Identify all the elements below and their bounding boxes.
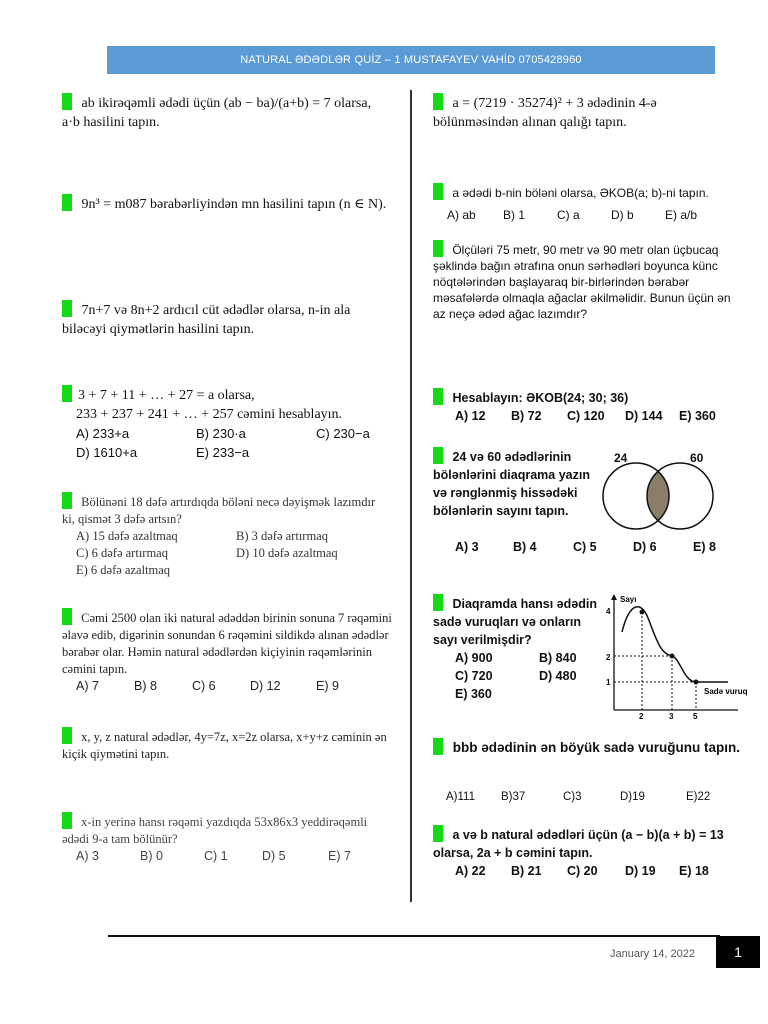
option-c: C) 5	[573, 540, 597, 554]
green-marker	[62, 300, 72, 317]
option-b: B) 21	[511, 864, 542, 878]
right-question-7-options	[446, 788, 746, 807]
option-e: E) 360	[455, 687, 492, 701]
question-text: Diaqramda hansı ədədin sadə vuruqları və onların sayı verilmişdir?	[433, 597, 597, 647]
curve	[622, 607, 728, 682]
option-e: E)22	[686, 791, 711, 803]
quiz-title-banner: NATURAL ƏDƏDLƏR QUİZ – 1 MUSTAFAYEV VAHİD 0705428960	[107, 46, 715, 74]
question-text: 24 və 60 ədədlərinin bölənlərini diaqrama yazın və rənglənmiş hissədəki bölənlərin sayını tapın.	[433, 450, 590, 518]
option-c: C) 120	[567, 409, 605, 423]
y-axis-arrow	[611, 594, 617, 600]
left-question-2	[62, 194, 392, 214]
right-question-2	[433, 183, 733, 223]
green-marker	[62, 194, 72, 211]
column-divider	[410, 90, 412, 902]
option-b: B) 8	[134, 679, 157, 693]
right-question-4	[433, 388, 743, 425]
green-marker	[62, 93, 72, 110]
question-line-2: 233 + 237 + 241 + … + 257 cəmini hesablayın.	[76, 407, 343, 422]
question-text: a və b natural ədədləri üçün (a − b)(a + b) = 13 olarsa, 2a + b cəmini tapın.	[433, 828, 724, 860]
answer-options	[446, 788, 746, 807]
answer-options	[433, 862, 733, 880]
answer-options	[433, 407, 743, 425]
option-e: E) 8	[693, 540, 716, 554]
green-marker	[62, 608, 72, 625]
green-marker	[62, 385, 72, 402]
left-question-6	[62, 608, 397, 695]
answer-options	[433, 207, 733, 223]
question-text: x, y, z natural ədədlər, 4y=7z, x=2z olarsa, x+y+z cəminin ən kiçik qiymətini tapın.	[62, 730, 387, 761]
option-c: C) 1	[204, 849, 228, 863]
option-e: E) 233−a	[196, 445, 250, 460]
option-d: D) 1610+a	[76, 445, 138, 460]
venn-label-right: 60	[690, 451, 704, 465]
option-c: C) 6 dəfə artırmaq	[76, 546, 168, 560]
left-question-4	[62, 385, 397, 462]
left-question-8	[62, 812, 392, 865]
answer-options	[62, 848, 392, 865]
right-question-8	[433, 825, 733, 880]
x-tick-2: 2	[639, 712, 644, 721]
question-text: 7n+7 və 8n+2 ardıcıl cüt ədədlər olarsa, n-in ala biləcəyi qiymətlərin hasilini tapın.	[62, 303, 351, 337]
option-b: B) 230·a	[196, 426, 246, 441]
footer-rule	[108, 935, 720, 937]
option-a: A) ab	[447, 208, 476, 222]
question-text: bbb ədədinin ən böyük sadə vuruğunu tapın.	[452, 740, 741, 755]
question-text: ab ikirəqəmli ədədi üçün (ab − ba)/(a+b) = 7 olarsa, a·b hasilini tapın.	[62, 96, 372, 130]
option-b: B) 4	[513, 540, 537, 554]
answer-options	[62, 678, 397, 695]
option-b: B) 0	[140, 849, 163, 863]
question-text: a ədədi b-nin böləni olarsa, ƏKOB(a; b)-ni tapın.	[452, 186, 709, 200]
point-5	[694, 680, 699, 685]
option-c: C) 230−a	[316, 426, 370, 441]
question-text: x-in yerinə hansı rəqəmi yazdıqda 53x86x3 yeddirəqəmli ədədi 9-a tam bölünür?	[62, 815, 368, 846]
footer-date: January 14, 2022	[610, 948, 696, 960]
answer-options	[62, 528, 382, 579]
left-question-3	[62, 300, 392, 339]
green-marker	[433, 825, 443, 842]
right-question-3	[433, 240, 733, 322]
option-d: D) 480	[539, 669, 577, 683]
option-e: E) 9	[316, 679, 339, 693]
option-e: E) a/b	[665, 208, 698, 222]
question-text: Ölçüləri 75 metr, 90 metr və 90 metr olan üçbucaq şəklində bağın ətrafına onun sərhədləri boyunca künc nöqtələrindən başlayaraq bir-birlərindən bərabər məsafələrdə olmaqla ağaclar əkilməlidir. Bunun üçün ən az neçə ədəd ağac lazımdır?	[433, 243, 731, 321]
option-a: A) 22	[455, 864, 486, 878]
option-c: C) 20	[567, 864, 598, 878]
option-b: B) 840	[539, 651, 577, 665]
left-question-7	[62, 727, 392, 763]
x-tick-5: 5	[693, 712, 698, 721]
right-question-1	[433, 93, 733, 132]
green-marker	[433, 183, 443, 200]
option-e: E) 360	[679, 409, 716, 423]
option-b: B) 3 dəfə artırmaq	[236, 529, 328, 543]
option-d: D) 144	[625, 409, 663, 423]
option-d: D) 10 dəfə azaltmaq	[236, 546, 338, 560]
question-text: Hesablayın: ƏKOB(24; 30; 36)	[452, 391, 629, 405]
green-marker	[433, 388, 443, 405]
question-text: 9n³ = m087 bərabərliyindən mn hasilini tapın (n ∈ N).	[81, 197, 387, 212]
green-marker	[433, 240, 443, 257]
x-tick-3: 3	[669, 712, 674, 721]
option-d: D) 6	[633, 540, 657, 554]
green-marker	[433, 594, 443, 611]
green-marker	[62, 727, 72, 744]
option-a: A) 900	[455, 651, 493, 665]
option-d: D) b	[611, 208, 634, 222]
x-axis-label: Sadə vuruq	[704, 687, 748, 696]
right-question-5	[433, 447, 593, 520]
answer-options	[433, 649, 603, 703]
right-question-7	[433, 738, 753, 757]
page-number: 1	[716, 936, 760, 968]
option-d: D) 5	[262, 849, 286, 863]
option-a: A)111	[446, 791, 475, 803]
answer-options	[455, 538, 755, 556]
right-question-6	[433, 594, 603, 703]
option-a: A) 233+a	[76, 426, 130, 441]
green-marker	[433, 93, 443, 110]
point-3	[670, 654, 675, 659]
y-tick-2: 2	[606, 653, 611, 662]
green-marker	[62, 812, 72, 829]
option-c: C)3	[563, 791, 582, 803]
option-e: E) 7	[328, 849, 351, 863]
option-b: B) 1	[503, 208, 526, 222]
option-a: A) 3	[455, 540, 479, 554]
option-b: B) 72	[511, 409, 542, 423]
right-question-5-options	[455, 538, 755, 556]
option-e: E) 18	[679, 864, 709, 878]
venn-label-left: 24	[614, 451, 628, 465]
option-a: A) 3	[76, 849, 99, 863]
option-e: E) 6 dəfə azaltmaq	[76, 563, 171, 577]
option-a: A) 15 dəfə azaltmaq	[76, 529, 178, 543]
answer-options	[62, 424, 397, 462]
green-marker	[62, 492, 72, 509]
option-d: D) 12	[250, 679, 281, 693]
green-marker	[433, 447, 443, 464]
option-b: B)37	[501, 791, 526, 803]
question-text: a = (7219 · 35274)² + 3 ədədinin 4-ə bölünməsindən alınan qalığı tapın.	[433, 96, 657, 130]
green-marker	[433, 738, 443, 755]
question-line-1: 3 + 7 + 11 + … + 27 = a olarsa,	[78, 388, 255, 403]
left-question-1	[62, 93, 392, 132]
option-c: C) 720	[455, 669, 493, 683]
option-d: D)19	[620, 791, 645, 803]
venn-diagram	[598, 460, 718, 532]
option-c: C) a	[557, 208, 580, 222]
prime-factor-graph	[600, 592, 748, 722]
point-2	[640, 610, 645, 615]
y-tick-1: 1	[606, 678, 611, 687]
y-tick-4: 4	[606, 607, 611, 616]
left-question-5	[62, 492, 382, 579]
option-d: D) 19	[625, 864, 656, 878]
question-text: Bölünəni 18 dəfə artırdıqda böləni necə dəyişmək lazımdır ki, qismət 3 dəfə artsın?	[62, 495, 376, 526]
option-a: A) 7	[76, 679, 99, 693]
option-a: A) 12	[455, 409, 486, 423]
question-text: Cəmi 2500 olan iki natural ədəddən birinin sonuna 7 rəqəmini əlavə edib, digərinin sonundan 6 rəqəmini sildikdə alınan ədədlər bərabər olar. Həmin natural ədədlərdən kiçiyinin rəqəmlərinin cəmini tapın.	[62, 611, 392, 676]
y-axis-label: Sayı	[620, 595, 637, 604]
option-c: C) 6	[192, 679, 216, 693]
